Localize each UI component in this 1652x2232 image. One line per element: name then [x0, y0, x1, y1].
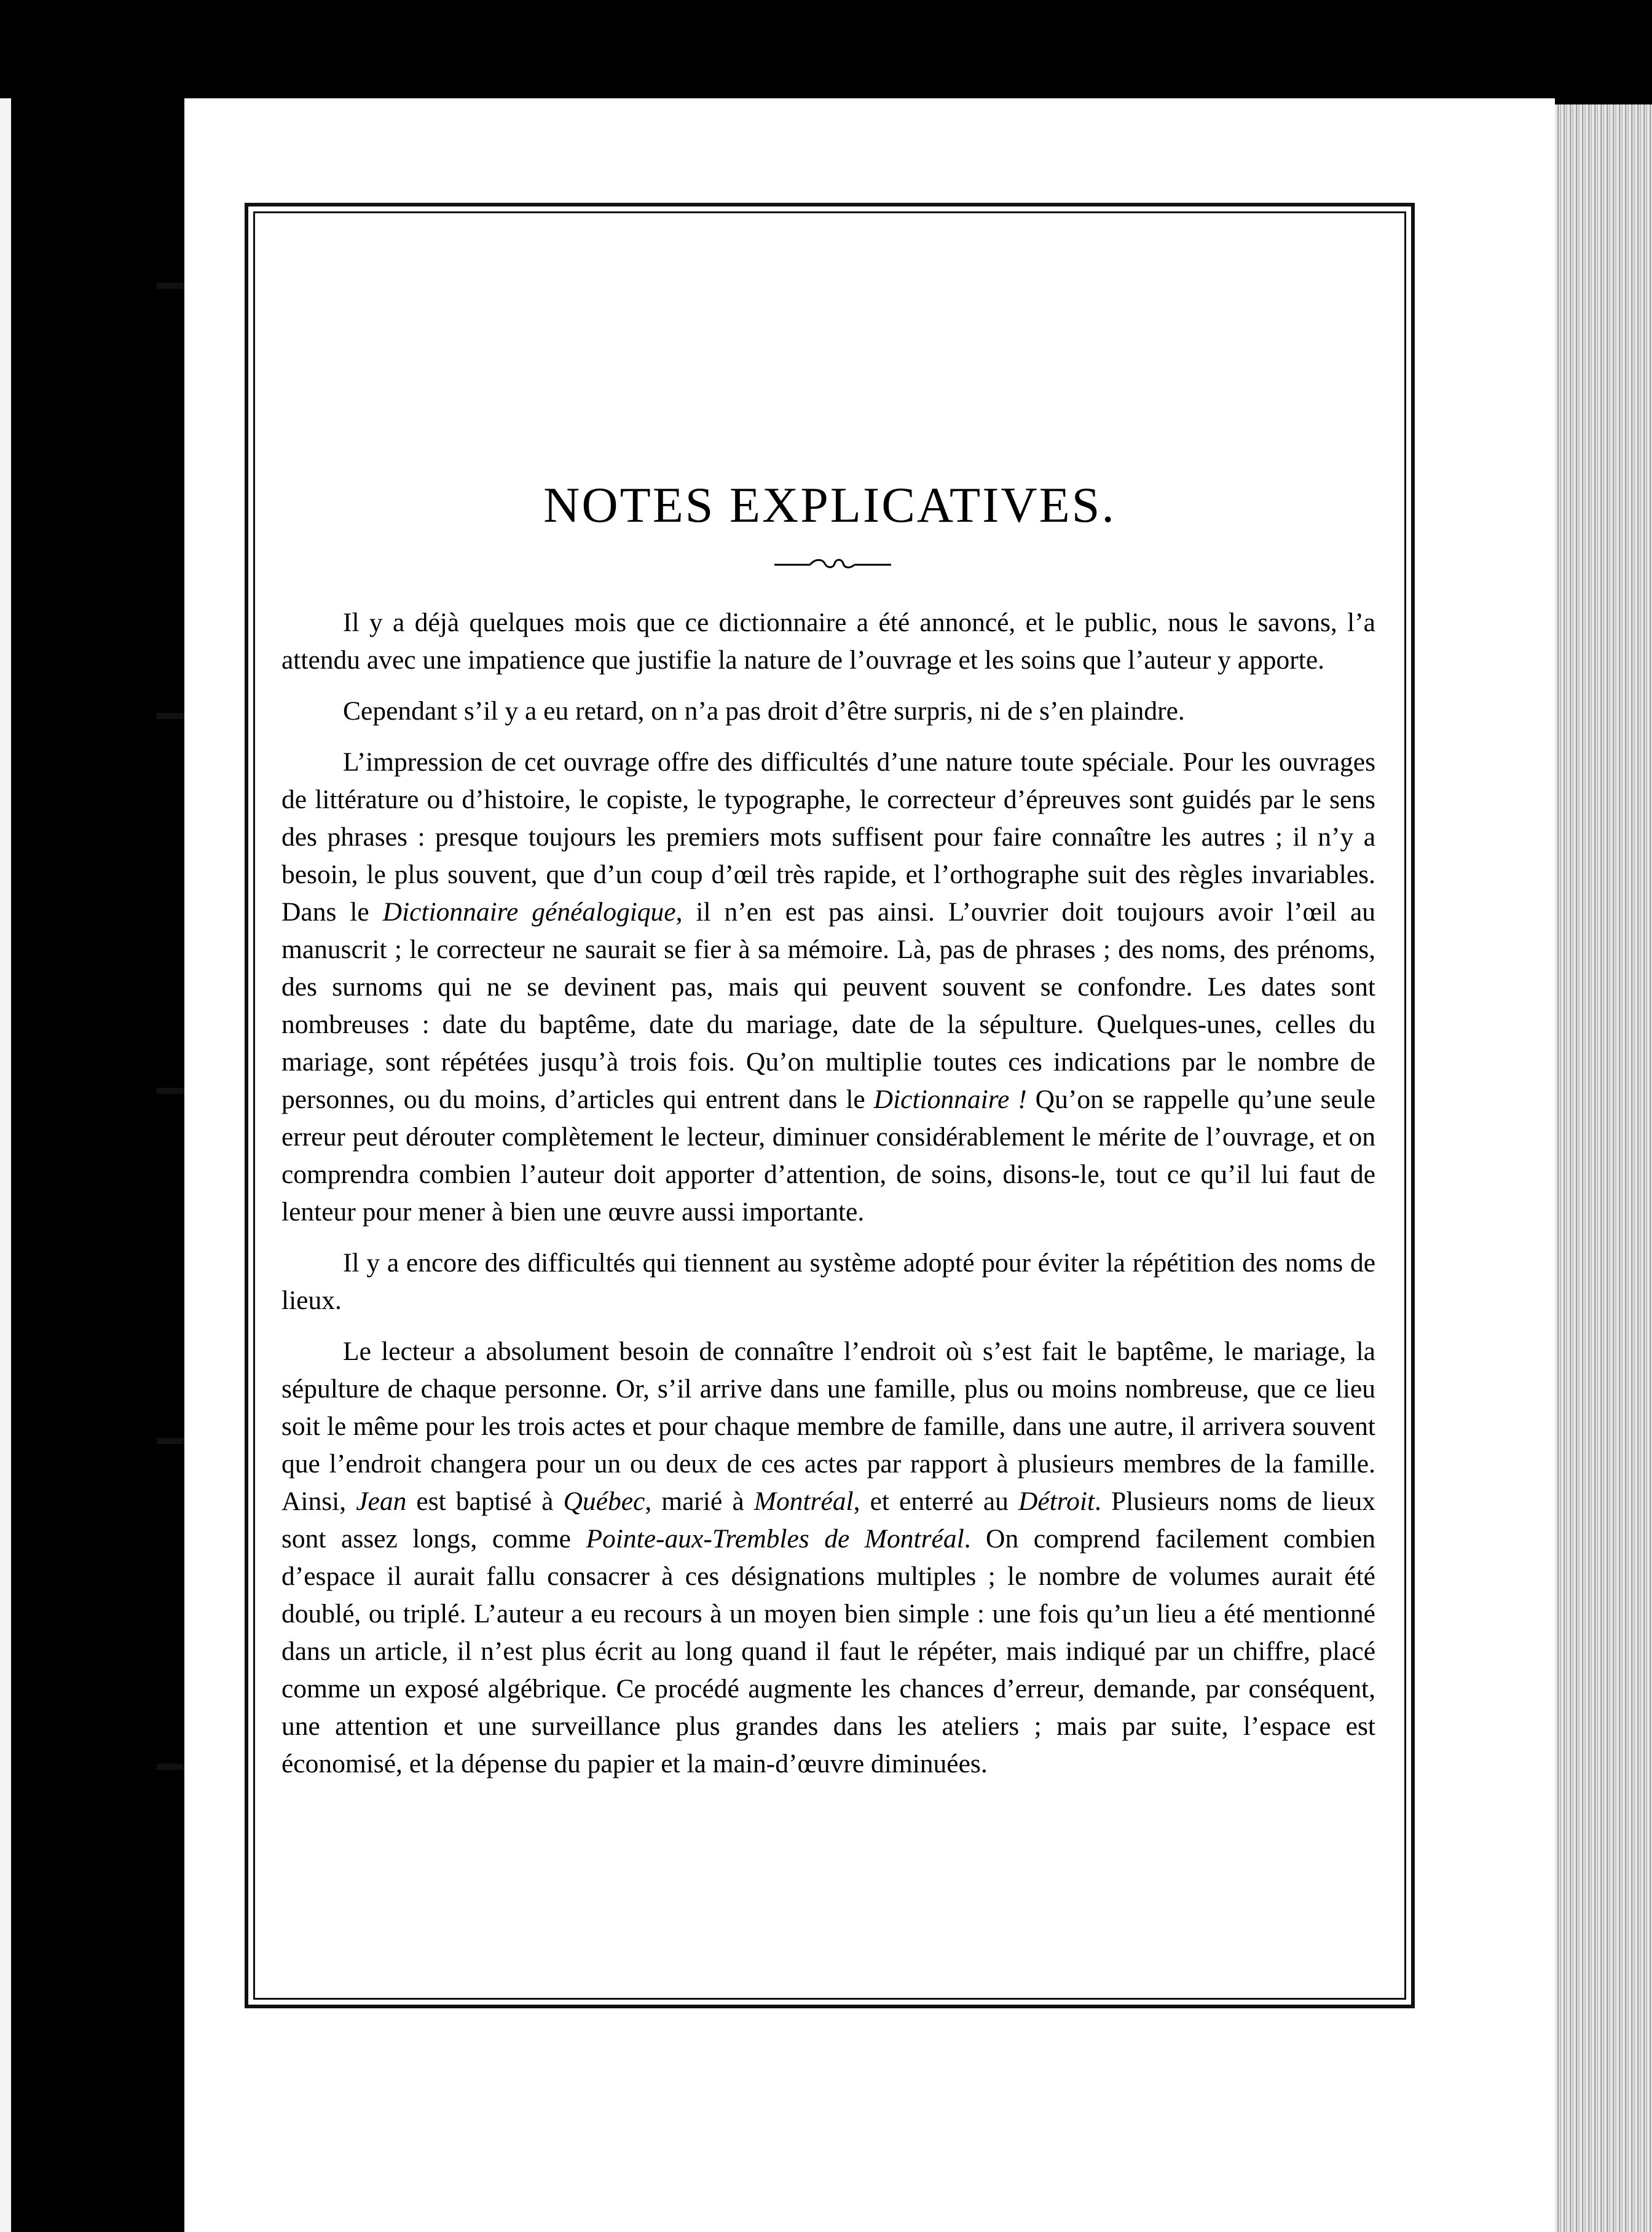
- italic-text: Pointe-aux-Trembles de Montréal: [586, 1524, 964, 1554]
- paragraph-text: Le lecteur a absolument besoin de connaître l’endroit où s’est fait le baptême, le mariage, la sépulture de chaque personne. Or, s’il arrive dans une famille, plus ou moins nombreuse, que ce lieu soit le même pour les trois actes et pour chaque membre de famille, dans une autre, il arrivera souvent que l’endroit changera pour un ou deux de ces actes par rapport à plusieurs membres de la famille. Ainsi,: [281, 1337, 1375, 1516]
- scroll-divider-icon: [774, 556, 891, 573]
- italic-text: Détroit: [1018, 1487, 1095, 1516]
- paragraph-text: Il y a déjà quelques mois que ce dictionnaire a été annoncé, et le public, nous le savons, l’a attendu avec une impatience que justifie la nature de l’ouvrage et les soins que l’auteur y apporte.: [281, 608, 1375, 675]
- italic-text: Montréal: [753, 1487, 854, 1516]
- body-text: [281, 604, 1375, 1796]
- italic-text: Jean: [356, 1487, 407, 1516]
- italic-text: Québec: [563, 1487, 645, 1516]
- page-title: NOTES EXPLICATIVES.: [543, 477, 1116, 533]
- paragraph-text: est baptisé à: [406, 1487, 564, 1516]
- paragraph: [281, 744, 1375, 1231]
- paragraph: [281, 693, 1375, 730]
- paragraph: [281, 1244, 1375, 1319]
- paragraph-text: . Plusieurs noms de lieux sont assez longs, comme: [281, 1487, 1375, 1554]
- scan-left-strip: [0, 98, 11, 2232]
- paragraph: [281, 1333, 1375, 1783]
- paragraph-text: . On comprend facilement combien d’espace il aurait fallu consacrer à ces désignations multiples ; le nombre de volumes aurait été doublé, ou triplé. L’auteur a eu recours à un moyen bien simple : une fois qu’un lieu a été mentionné dans un article, il n’est plus écrit au long quand il faut le répéter, mais indiqué par un chiffre, placé comme un exposé algébrique. Ce procédé augmente les chances d’erreur, demande, par conséquent, une attention et une surveillance plus grandes dans les ateliers ; mais par suite, l’espace est économisé, et la dépense du papier et la main-d’œuvre diminuées.: [281, 1524, 1375, 1778]
- paragraph-text: , et enterré au: [853, 1487, 1018, 1516]
- paragraph-text: Qu’on se rappelle qu’une seule erreur peut dérouter complètement le lecteur, diminuer considérablement le mérite de l’ouvrage, et on comprendra combien l’auteur doit apporter d’attention, de soins, disons-le, tout ce qu’il lui faut de lenteur pour mener à bien une œuvre aussi importante.: [281, 1085, 1376, 1227]
- paragraph-text: Il y a encore des difficultés qui tiennent au système adopté pour éviter la répétition des noms de lieux.: [281, 1248, 1375, 1315]
- paragraph: [281, 604, 1375, 679]
- book-page-edges: [1555, 104, 1652, 2232]
- paragraph-text: , il n’en est pas ainsi. L’ouvrier doit toujours avoir l’œil au manuscrit ; le correcteur ne saurait se fier à sa mémoire. Là, pas de phrases ; des noms, des prénoms, des surnoms qui ne se devinent pas, mais qui peuvent souvent se confondre. Les dates sont nombreuses : date du baptême, date du mariage, date de la sépulture. Quelques-unes, celles du mariage, sont répétées jusqu’à trois fois. Qu’on multiplie toutes ces indications par le nombre de personnes, ou du moins, d’articles qui entrent dans le: [281, 897, 1376, 1114]
- italic-text: Dictionnaire généalogique: [382, 897, 676, 927]
- paragraph-text: Cependant s’il y a eu retard, on n’a pas droit d’être surpris, ni de s’en plaindre.: [343, 696, 1185, 726]
- italic-text: Dictionnaire !: [873, 1085, 1027, 1114]
- paragraph-text: , marié à: [645, 1487, 754, 1516]
- paragraph-text: L’impression de cet ouvrage offre des difficultés d’une nature toute spéciale. Pour les ouvrages de littérature ou d’histoire, le copiste, le typographe, le correcteur d’épreuves sont guidés par le sens des phrases : presque toujours les premiers mots suffisent pour faire connaître les autres ; il n’y a besoin, le plus souvent, que d’un coup d’œil très rapide, et l’orthographe suit des règles invariables. Dans le: [281, 747, 1375, 927]
